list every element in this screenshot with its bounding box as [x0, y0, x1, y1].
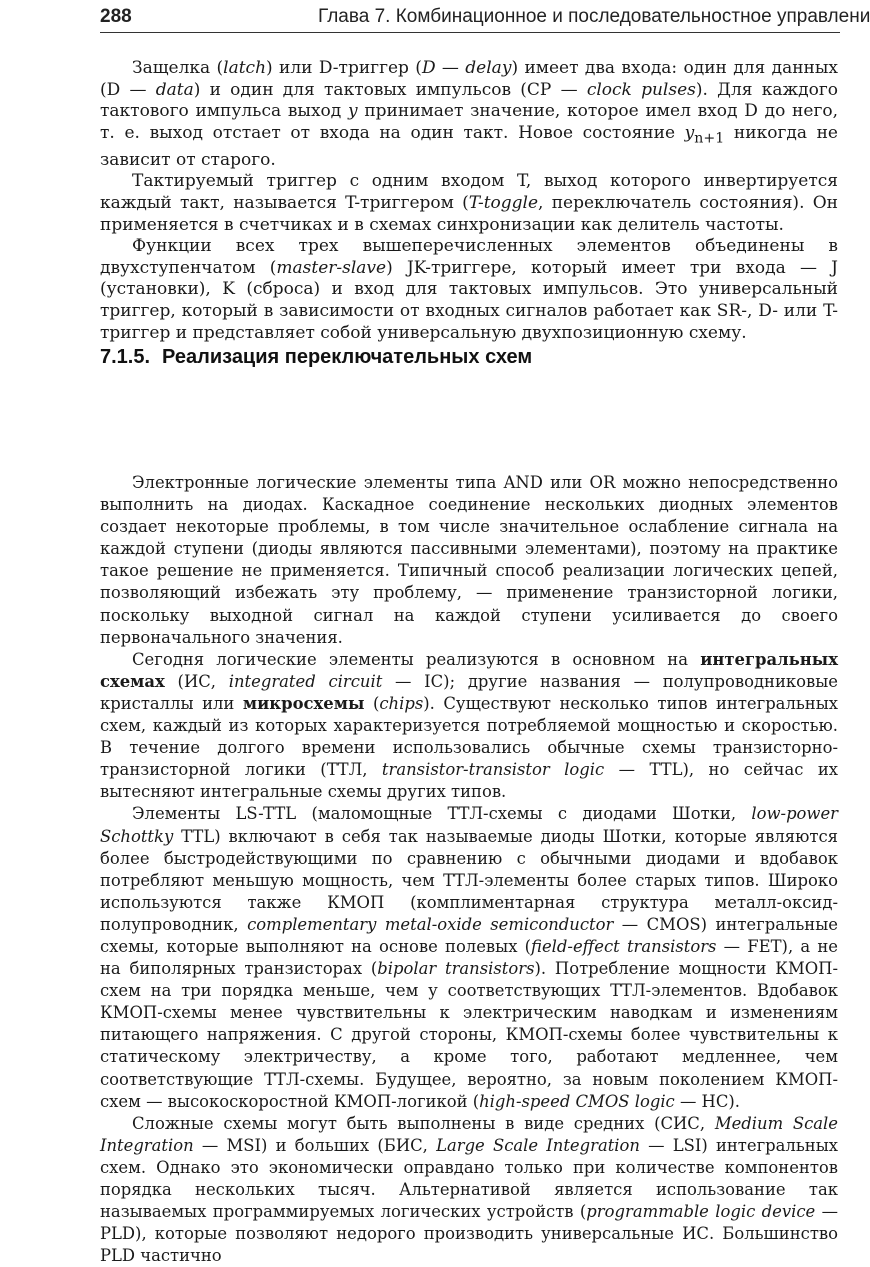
text-run: ) JK-триггере, который имеет три входа — J (установки), K (сброса) и вход для тактовых импульсов. Это универсальный триггер, который в зависимости от входных сигналов работает как SR-, D- или T-триггер и представляет собой универсальную двухпозиционную схему.: [100, 257, 838, 343]
section-title: Реализация переключательных схем: [162, 346, 533, 368]
text-run: ). Существуют несколько типов интегральных схем, каждый из которых характеризуется потребляемой мощностью и скоростью. В течение долгого времени использовались обычные схемы транзисторно-транзисторной логики (ТТЛ,: [100, 693, 839, 780]
text-run: — HC).: [674, 1091, 741, 1111]
text-run: latch: [223, 58, 267, 78]
text-run: low-power Schottky: [100, 804, 838, 846]
text-run: ) и один для тактовых импульсов (CP —: [193, 79, 587, 100]
text-run: Сложные схемы могут быть выполнены в виде средних (СИС,: [132, 1113, 715, 1133]
text-run: ). Для каждого тактового импульса выход: [100, 79, 838, 122]
text-run: — IC); другие названия — полупроводниковые кристаллы или: [100, 671, 838, 713]
text-run: — LSI) интегральных схем. Однако это экономически оправдано только при количестве компонентов порядка нескольких тысяч. Альтернативой является использование так называемых программируемых логических устройств (: [100, 1135, 838, 1222]
text-run: (ИС,: [164, 671, 229, 691]
text-run: — PLD), которые позволяют недорого производить универсальные ИС. Большинство PLD частично: [100, 1202, 838, 1266]
text-run: — TTL), но сейчас их вытесняют интегральные схемы других типов.: [100, 760, 839, 802]
text-run: никогда не зависит от старого.: [100, 122, 838, 170]
text-run: y: [347, 101, 358, 122]
text-run: интегральных схемах: [100, 649, 838, 691]
text-run: (: [364, 693, 380, 713]
paragraph: [100, 171, 838, 236]
text-run: n+1: [694, 130, 725, 147]
text-run: Medium Scale Integration: [100, 1113, 838, 1155]
page-number: 288: [100, 6, 132, 27]
text-run: complementary metal-oxide semiconductor: [247, 914, 614, 934]
text-run: Защелка (: [132, 58, 224, 78]
text-run: high-speed CMOS logic: [479, 1091, 675, 1111]
text-run: ) или D-триггер (: [266, 58, 422, 78]
text-run: integrated circuit: [228, 671, 383, 691]
text-run: Тактируемый триггер с одним входом T, выход которого инвертируется каждый такт, называется T-триггером (: [100, 171, 838, 213]
text-run: y: [684, 122, 695, 143]
text-run: transistor-transistor logic: [381, 760, 605, 780]
body-text-bottom: [100, 472, 838, 1267]
text-run: D — delay: [421, 58, 512, 78]
text-run: T-toggle: [468, 192, 539, 213]
text-run: — CMOS) интегральные схемы, которые выполняют на основе полевых (: [100, 914, 838, 956]
text-run: , переключатель состояния). Он применяется в счетчиках и в схемах синхронизации как делитель частоты.: [100, 192, 839, 235]
paragraph: [100, 649, 838, 804]
text-run: field-effect transistors: [531, 936, 717, 956]
text-run: принимает значение, которое имел вход D до него, т. е. выход отстает от входа на один такт. Новое состояние: [100, 101, 838, 143]
running-head: [100, 2, 870, 32]
text-run: — FET), а не на биполярных транзисторах (: [100, 936, 838, 979]
paragraph: [100, 236, 838, 344]
text-run: master-slave: [276, 257, 387, 278]
text-run: — MSI) и больших (БИС,: [193, 1135, 437, 1155]
paragraph: [100, 1113, 838, 1267]
text-run: Элементы LS-TTL (маломощные ТТЛ-схемы с диодами Шотки,: [132, 804, 752, 824]
text-run: TTL) включают в себя так называемые диоды Шотки, которые являются более быстродействующими по сравнению с обычными диодами и вдобавок потребляют меньшую мощность, чем ТТЛ-элементы более старых типов. Широко используются также КМОП (комплиментарная структура металл-оксид-полупроводник,: [100, 826, 838, 934]
paragraph: [100, 58, 838, 171]
paragraph: [100, 803, 838, 1112]
text-run: bipolar transistors: [377, 959, 535, 979]
text-run: ). Потребление мощности КМОП-схем на три порядка меньше, чем у соответствующих ТТЛ-элементов. Вдобавок КМОП-схемы менее чувствительны к электрическим наводкам и изменениям питающего напряжения. С другой стороны, КМОП-схемы более чувствительны к статическому электричеству, а кроме того, работают медленнее, чем соответствующие ТТЛ-схемы. Будущее, вероятно, за новым поколением КМОП-схем — высокоскоростной КМОП-логикой (: [100, 959, 838, 1111]
text-run: микросхемы: [242, 693, 365, 713]
body-text-top: [100, 58, 838, 344]
text-run: clock pulses: [586, 79, 696, 100]
text-run: Функции всех трех вышеперечисленных элементов объединены в двухступенчатом (: [100, 236, 838, 278]
text-run: Сегодня логические элементы реализуются в основном на: [132, 649, 701, 669]
text-run: data: [155, 79, 194, 100]
text-run: ) имеет два входа: один для данных (D —: [100, 58, 838, 100]
text-run: Large Scale Integration: [436, 1135, 640, 1155]
paragraph: [100, 472, 838, 649]
section-heading: [100, 346, 532, 369]
text-run: chips: [379, 693, 424, 713]
chapter-title: Глава 7. Комбинационное и последовательностное управлени: [318, 6, 870, 27]
section-number: 7.1.5.: [100, 346, 151, 368]
text-run: programmable logic device: [586, 1202, 816, 1222]
header-rule: [100, 32, 840, 33]
text-run: Электронные логические элементы типа AND или OR можно непосредственно выполнить на диодах. Каскадное соединение нескольких диодных элементов создает некоторые проблемы, в том числе значительное ослабление сигнала на каждой ступени (диоды являются пассивными элементами), поэтому на практике такое решение не применяется. Типичный способ реализации логических цепей, позволяющий избежать эту проблему, — применение транзисторной логики, поскольку выходной сигнал на каждой ступени усиливается до своего первоначального значения.: [100, 473, 838, 647]
